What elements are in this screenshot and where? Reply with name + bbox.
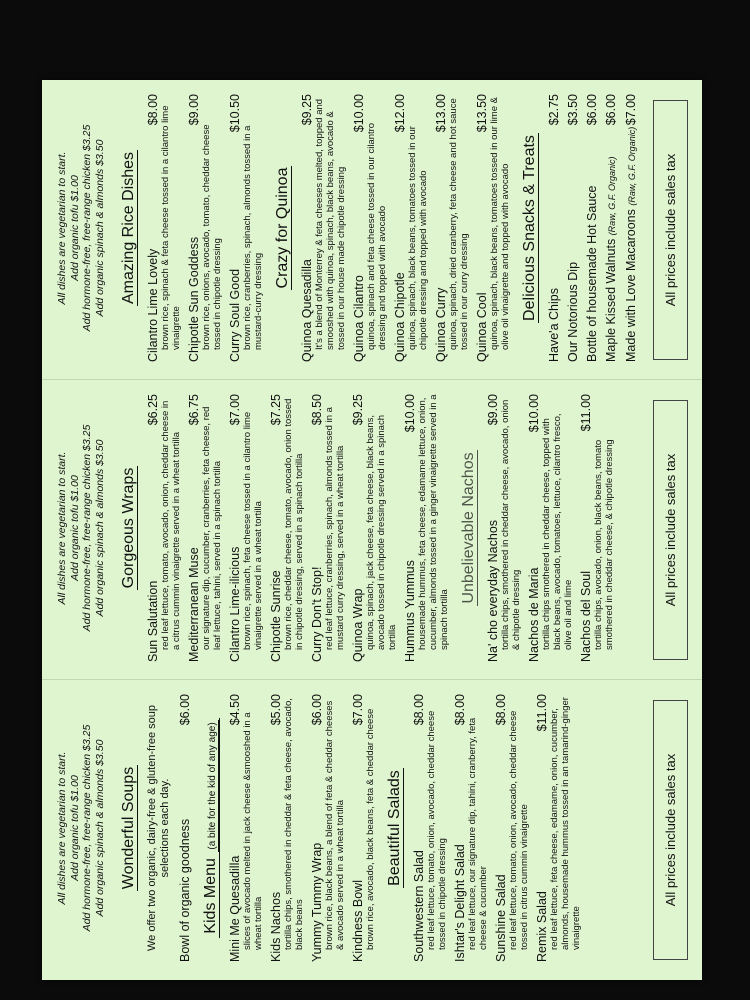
item-name: Ishtar's Delight Salad xyxy=(453,844,467,962)
menu-item xyxy=(453,694,489,962)
item-price: $9.00 xyxy=(187,94,201,126)
intro-line: Add organic tofu $1.00 xyxy=(68,175,81,281)
item-name: Hummus Yummus xyxy=(403,560,417,662)
menu-item xyxy=(310,694,346,962)
item-description: quinoa, spinach, dried cranberry, feta cheese and hot sauce tossed in our curry dressing xyxy=(448,98,470,350)
menu-paper xyxy=(42,80,702,980)
item-name: Sunshine Salad xyxy=(494,874,508,962)
item-name: Kindness Bowl xyxy=(351,880,365,962)
intro-line: All dishes are vegetarian to start. xyxy=(56,751,68,905)
section-title-soups xyxy=(120,694,138,962)
item-note: (Raw, G.F. Organic) xyxy=(607,156,617,236)
menu-item xyxy=(351,394,398,662)
item-price: $9.00 xyxy=(486,394,500,426)
sales-tax-note: All prices include sales tax xyxy=(653,700,688,960)
section-title-text: Unbelievable Nachos xyxy=(460,452,477,604)
item-price: $10.00 xyxy=(527,394,541,433)
item-name: Maple Kissed Walnuts xyxy=(604,238,618,362)
item-name: Quinoa Wrap xyxy=(351,588,365,662)
item-description: red leaf lettuce, feta cheese, edamame, onion, cucumber, almonds, housemade hummus tossed in an tamarind-ginger vinaigrette xyxy=(549,697,582,950)
menu-item xyxy=(228,394,264,662)
section-title-text: Gorgeous Wraps xyxy=(120,467,137,589)
item-price: $2.75 xyxy=(547,94,561,126)
menu-item xyxy=(494,694,530,962)
item-price: $7.25 xyxy=(269,394,283,426)
menu-item xyxy=(604,94,619,362)
item-price: $11.00 xyxy=(535,694,549,732)
menu-item xyxy=(187,94,223,362)
item-price: $6.00 xyxy=(178,694,192,726)
item-description: brown rice, black beans, a blend of feta & cheddar cheeses & avocado served in a wheat tortilla xyxy=(324,700,346,950)
menu-item xyxy=(187,394,223,662)
item-name: Our Notorious Dip xyxy=(566,261,580,362)
item-name: Quinoa Curry xyxy=(434,287,448,362)
item-price: $6.75 xyxy=(187,394,201,426)
item-price: $7.00 xyxy=(351,694,365,726)
menu-item xyxy=(585,94,599,362)
menu-item xyxy=(547,94,561,362)
menu-item xyxy=(486,394,522,662)
menu-item xyxy=(475,94,511,362)
item-name: Quinoa Quesadilla xyxy=(300,259,314,362)
item-price: $5.00 xyxy=(269,694,283,726)
menu-item xyxy=(146,94,182,362)
section-title-text: Kids Menu xyxy=(202,858,219,934)
intro-line: Add hormone-free, free-range chicken $3.25 xyxy=(81,124,93,332)
item-description: red leaf lettuce, our signature dip, tahini, cranberry, feta cheese & cucumber xyxy=(467,717,489,950)
item-description: housemade hummus, feta cheese, edamame lettuce, onion, cucumber, almonds tossed in a ginger vinaigrette served in a spinach tortilla xyxy=(417,394,450,650)
item-description: quinoa, spinach, black beans, tomatoes tossed in our chipotle dressing and topped with avocado xyxy=(407,126,429,350)
menu-item xyxy=(403,394,450,662)
section-title-text: Amazing Rice Dishes xyxy=(120,151,137,305)
item-name: Cilantro Lime Lovely xyxy=(146,248,160,362)
menu-item xyxy=(228,94,264,362)
item-price: $10.00 xyxy=(352,94,366,133)
menu-panel-1 xyxy=(42,680,702,980)
item-name: Yummy Tummy Wrap xyxy=(310,842,324,962)
item-name: Nachos del Soul xyxy=(579,570,593,662)
item-description: quinoa, spinach, black beans, tomatoes tossed in our lime & olive oil vinaigrette and topped with avocado xyxy=(489,97,511,350)
menu-item xyxy=(624,94,639,362)
menu-item xyxy=(566,94,580,362)
item-price: $11.00 xyxy=(579,394,593,432)
section-title-salads xyxy=(386,694,404,962)
item-name: Quinoa Cool xyxy=(475,292,489,362)
intro-line: Add hormone-free, free-range chicken $3.25 xyxy=(81,724,93,932)
item-price: $6.25 xyxy=(146,394,160,426)
item-price: $6.00 xyxy=(604,94,618,126)
menu-item xyxy=(269,694,305,962)
intro-line: Add organic spinach & almonds $3.50 xyxy=(93,139,106,317)
item-name: Curry Soul Good xyxy=(228,268,242,362)
item-description: tortilla chips, smothered in cheddar & feta cheese, avocado, black beans xyxy=(283,698,305,950)
item-description: brown rice, onions, avocado, tomato, cheddar cheese tossed in chipotle dressing xyxy=(201,124,223,350)
menu-panel-3 xyxy=(42,80,702,380)
intro-line: Add organic spinach & almonds $3.50 xyxy=(93,739,106,917)
section-title-kids xyxy=(202,694,220,962)
item-name: Cilantro Lime-ilicious xyxy=(228,546,242,662)
item-description: It's a blend of Monterrey & feta cheeses melted, topped and smooshed with quinoa, spinach, black beans, avocado & tossed in our house made chipotle dressing xyxy=(314,98,347,350)
item-price: $12.00 xyxy=(393,94,407,133)
intro-line: Add organic spinach & almonds $3.50 xyxy=(93,439,106,617)
item-description: brown rice, avocado, black beans, feta & cheddar cheese xyxy=(365,708,376,950)
item-price: $4.50 xyxy=(228,694,242,726)
item-description: red leaf lettuce, tomato, onion, avocado, cheddar cheese tossed in citrus cummin vinaigrette xyxy=(508,710,530,950)
item-name: Nachos de Maria xyxy=(527,567,541,662)
item-price: $10.50 xyxy=(228,94,242,133)
item-description: brown rice, cranberries, spinach, almonds tossed in a mustard-curry dressing xyxy=(242,125,264,350)
menu-item xyxy=(535,694,582,962)
item-name: Bowl of organic goodness xyxy=(178,818,192,962)
section-title-rice xyxy=(120,94,138,362)
section-title-text: Wonderful Soups xyxy=(120,766,137,890)
menu-rotated-content xyxy=(42,80,702,980)
item-price: $8.00 xyxy=(412,694,426,726)
menu-item xyxy=(351,694,376,962)
item-name: Quinoa Cilantro xyxy=(352,275,366,362)
item-name: Southwestern Salad xyxy=(412,850,426,962)
item-description: brown rice, spinach & feta cheese tossed in a cilantro lime vinaigrette xyxy=(160,105,182,350)
menu-item xyxy=(178,694,192,962)
intro-line: Add organic tofu $1.00 xyxy=(68,775,81,881)
section-title-nachos xyxy=(460,394,478,662)
item-price: $8.50 xyxy=(310,394,324,426)
item-name: Have'a Chips xyxy=(547,288,561,362)
item-price: $3.50 xyxy=(566,94,580,126)
section-title-wraps xyxy=(120,394,138,662)
item-name: Made with Love Macaroons xyxy=(624,209,638,362)
item-price: $8.00 xyxy=(453,694,467,726)
item-name: Kids Nachos xyxy=(269,891,283,962)
item-price: $6.00 xyxy=(310,694,324,726)
item-name: Sun Salutation xyxy=(146,580,160,662)
item-note: (Raw, G.F. Organic) xyxy=(627,126,637,206)
menu-item xyxy=(310,394,346,662)
item-price: $13.00 xyxy=(434,94,448,133)
item-name: Curry Don't Stop! xyxy=(310,566,324,662)
intro-block xyxy=(56,694,106,962)
item-description: tortilla chips, smothered in cheddar cheese, avocado, onion & chipotle dressing xyxy=(500,399,522,650)
menu-panel-2 xyxy=(42,380,702,680)
menu-item xyxy=(434,94,470,362)
sales-tax-note: All prices include sales tax xyxy=(653,400,688,660)
section-title-text: Crazy for Quinoa xyxy=(274,167,291,289)
item-description: red leaf lettuce, tomato, avocado, onion, cheddar cheese in a citrus cummin vinaigrette served in a wheat tortilla xyxy=(160,400,182,650)
menu-item xyxy=(393,94,429,362)
item-name: Mini Me Quesadilla xyxy=(228,855,242,962)
intro-block xyxy=(56,94,106,362)
item-price: $10.00 xyxy=(403,394,417,433)
intro-line: Add hormone-free, free-range chicken $3.25 xyxy=(81,424,93,632)
item-description: brown rice, spinach, feta cheese tossed in a cilantro lime vinaigrette served in a wheat tortilla xyxy=(242,411,264,650)
item-price: $13.50 xyxy=(475,94,489,133)
item-name: Na' cho everyday Nachos xyxy=(486,519,500,662)
item-name: Bottle of housemade Hot Sauce xyxy=(585,185,599,362)
section-title-text: Beautiful Salads xyxy=(386,770,403,886)
menu-item xyxy=(412,694,448,962)
item-price: $8.00 xyxy=(146,94,160,126)
section-title-quinoa xyxy=(274,94,292,362)
item-description: slices of avocado melted in jack cheese &smooshed in a wheat tortilla xyxy=(242,712,264,950)
item-description: tortilla chips, avocado, onion, black beans, tomato smothered in cheddar cheese, & chipotle dressing xyxy=(593,439,615,650)
item-description: red leaf lettuce, tomato, onion, avocado, cheddar cheese tossed in chipotle dressing xyxy=(426,710,448,950)
intro-line: Add organic tofu $1.00 xyxy=(68,475,81,581)
item-description: quinoa, spinach and feta cheese tossed in our cilantro dressing and topped with avocado xyxy=(366,122,388,350)
item-price: $7.00 xyxy=(624,94,638,126)
item-name: Chipotle Sun Goddess xyxy=(187,236,201,362)
intro-line: All dishes are vegetarian to start. xyxy=(56,151,68,305)
item-name: Chipotle Sunrise xyxy=(269,570,283,662)
item-price: $8.00 xyxy=(494,694,508,726)
item-name: Quinoa Chipotle xyxy=(393,272,407,362)
item-price: $6.00 xyxy=(585,94,599,126)
soups-note: We offer two organic, dairy-free & gluten-free soup selections each day. xyxy=(146,705,171,951)
menu-item xyxy=(300,94,347,362)
item-name: Mediterranean Muse xyxy=(187,547,201,662)
section-title-text: Delicious Snacks & Treats xyxy=(521,135,538,321)
item-description: red leaf lettuce, cranberries, spinach, almonds tossed in a mustard curry dressing, served in a wheat tortilla xyxy=(324,407,346,650)
intro-block xyxy=(56,394,106,662)
item-price: $7.00 xyxy=(228,394,242,426)
section-subtitle: (a bite for the kid of any age) xyxy=(207,722,218,850)
sales-tax-note: All prices include sales tax xyxy=(653,100,688,360)
item-description: quinoa, spinach, jack cheese, feta cheese, black beans, avocado tossed in chipotle dressing served in a spinach tortilla xyxy=(365,414,398,650)
item-description: our signature dip, cucumber, cranberries, feta cheese, red leaf lettuce, tahini, served in a spinach tortilla xyxy=(201,406,223,650)
menu-item xyxy=(352,94,388,362)
menu-item xyxy=(527,394,574,662)
item-description: brown rice, cheddar cheese, tomato, avocado, onion tossed in chipotle dressing, served in a spinach tortilla xyxy=(283,398,305,650)
intro-line: All dishes are vegetarian to start. xyxy=(56,451,68,605)
item-price: $9.25 xyxy=(351,394,365,426)
menu-item xyxy=(269,394,305,662)
item-price: $9.25 xyxy=(300,94,314,126)
menu-item xyxy=(146,394,182,662)
item-description: tortilla chips smothered in cheddar cheese, topped with black beans, avocado, tomatoes, lettuce, cilantro fresco, olive oil and lime xyxy=(541,413,574,650)
item-name: Remix Salad xyxy=(535,891,549,962)
menu-item xyxy=(579,394,615,662)
section-title-snacks xyxy=(521,94,539,362)
menu-item xyxy=(228,694,264,962)
